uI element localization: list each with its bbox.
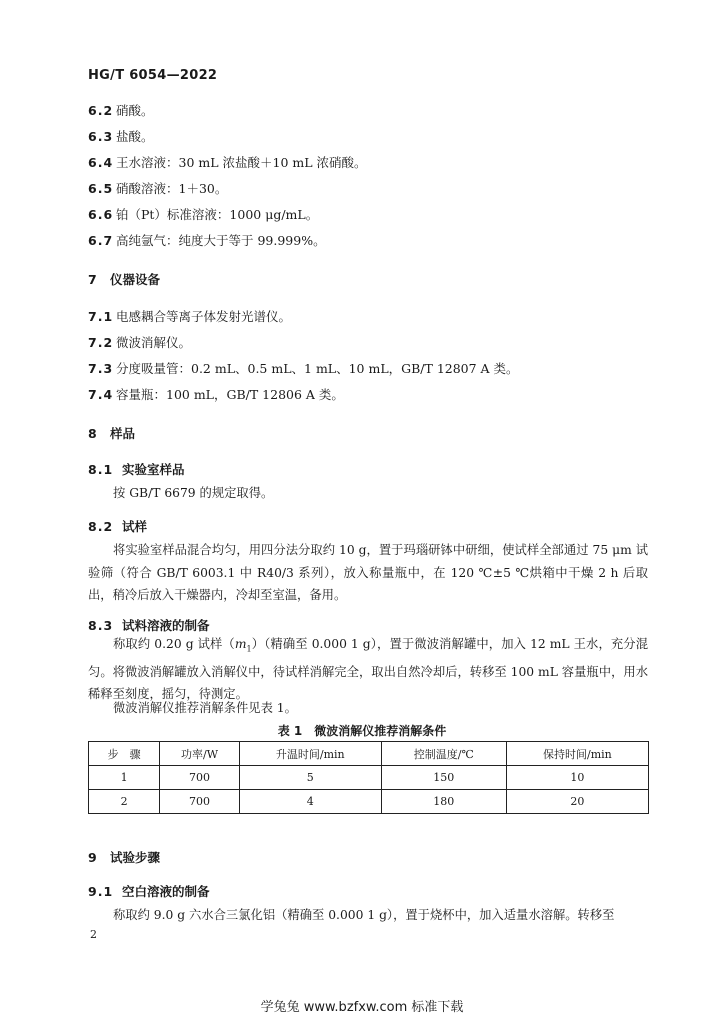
footer-watermark: 学兔兔 www.bzfxw.com 标准下载 xyxy=(260,1000,464,1015)
subsection-heading-8-1: 8.1 实验室样品 xyxy=(88,462,185,477)
item-number: 6.6 xyxy=(88,207,114,222)
list-item xyxy=(88,179,227,197)
table-header-row xyxy=(89,742,649,766)
table-header-cell: 保持时间/min xyxy=(506,742,648,766)
table-cell: 10 xyxy=(506,766,648,790)
item-number: 6.2 xyxy=(88,103,114,118)
table-cell: 5 xyxy=(239,766,381,790)
item-number: 7.4 xyxy=(88,387,114,402)
table-row xyxy=(89,790,649,814)
item-text: 硝酸。 xyxy=(116,103,154,118)
table-cell: 150 xyxy=(381,766,506,790)
section-heading-8: 8 样品 xyxy=(88,426,136,441)
table-cell: 2 xyxy=(89,790,160,814)
subsection-heading-9-1: 9.1 空白溶液的制备 xyxy=(88,884,210,899)
table-cell: 700 xyxy=(160,790,239,814)
item-text: 盐酸。 xyxy=(116,129,154,144)
item-number: 6.3 xyxy=(88,129,114,144)
paragraph: 按 GB/T 6679 的规定取得。 xyxy=(113,486,274,500)
item-number: 6.4 xyxy=(88,155,114,170)
item-number: 7.2 xyxy=(88,335,114,350)
list-item xyxy=(88,333,191,351)
item-text: 硝酸溶液：1＋30。 xyxy=(116,181,228,196)
item-number: 7.3 xyxy=(88,361,114,376)
list-item xyxy=(88,385,344,403)
subsection-heading-8-3: 8.3 试料溶液的制备 xyxy=(88,618,210,633)
list-item xyxy=(88,153,367,171)
item-number: 7.1 xyxy=(88,309,114,324)
subsection-heading-8-2: 8.2 试样 xyxy=(88,519,148,534)
paragraph: 称取约 0.20 g 试样$(m_1)$（精确至 0.000 1 g），置于微波消解罐中，加入 12 mL 王水，充分混匀。将微波消解罐放入消解仪中，待试样消解完全，取出自然冷却后，转移至 100 mL 容量瓶中，用水稀释至刻度，摇匀，待测定。 xyxy=(88,637,648,702)
list-item xyxy=(88,127,154,145)
item-number: 6.7 xyxy=(88,233,114,248)
table-row xyxy=(89,766,649,790)
math-symbol: m xyxy=(234,637,247,651)
item-text: 铂（Pt）标准溶液：1000 μg/mL。 xyxy=(116,207,319,222)
paragraph: 微波消解仪推荐消解条件见表 1。 xyxy=(113,701,297,715)
table-cell: 20 xyxy=(506,790,648,814)
list-item xyxy=(88,205,318,223)
paragraph: 称取约 9.0 g 六水合三氯化铝（精确至 0.000 1 g），置于烧杯中，加入适量水溶解。转移至 xyxy=(113,908,615,922)
conditions-table xyxy=(88,741,649,814)
table-header-cell: 升温时间/min xyxy=(239,742,381,766)
item-text: 分度吸量管：0.2 mL、0.5 mL、1 mL、10 mL，GB/T 12807 A 类。 xyxy=(116,361,519,376)
math-subscript: 1 xyxy=(246,644,252,654)
section-heading-7: 7 仪器设备 xyxy=(88,272,161,287)
table-header-cell: 步 骤 xyxy=(89,742,160,766)
table-cell: 1 xyxy=(89,766,160,790)
item-text: 电感耦合等离子体发射光谱仪。 xyxy=(116,309,292,324)
item-number: 6.5 xyxy=(88,181,114,196)
list-item xyxy=(88,101,154,119)
table-cell: 700 xyxy=(160,766,239,790)
table-header-cell: 功率/W xyxy=(160,742,239,766)
table-cell: 4 xyxy=(239,790,381,814)
document-code: HG/T 6054—2022 xyxy=(88,68,218,83)
table-caption: 表 1 微波消解仪推荐消解条件 xyxy=(277,724,447,738)
section-heading-9: 9 试验步骤 xyxy=(88,850,161,865)
item-text: 容量瓶：100 mL，GB/T 12806 A 类。 xyxy=(116,387,344,402)
list-item xyxy=(88,231,326,249)
item-text: 微波消解仪。 xyxy=(116,335,192,350)
table-header-cell: 控制温度/℃ xyxy=(381,742,506,766)
list-item xyxy=(88,359,519,377)
page-number: 2 xyxy=(90,928,97,941)
list-item xyxy=(88,307,291,325)
item-text: 高纯氩气：纯度大于等于 99.999%。 xyxy=(116,233,326,248)
paragraph: 将实验室样品混合均匀，用四分法分取约 10 g，置于玛瑙研钵中研细，使试样全部通过 75 μm 试验筛（符合 GB/T 6003.1 中 R40/3 系列），放入称量瓶中，在 120 ℃±5 ℃烘箱中干燥 2 h 后取出，稍冷后放入干燥器内，冷却至室温，备用。 xyxy=(88,543,648,602)
item-text: 王水溶液：30 mL 浓盐酸＋10 mL 浓硝酸。 xyxy=(116,155,367,170)
table-cell: 180 xyxy=(381,790,506,814)
